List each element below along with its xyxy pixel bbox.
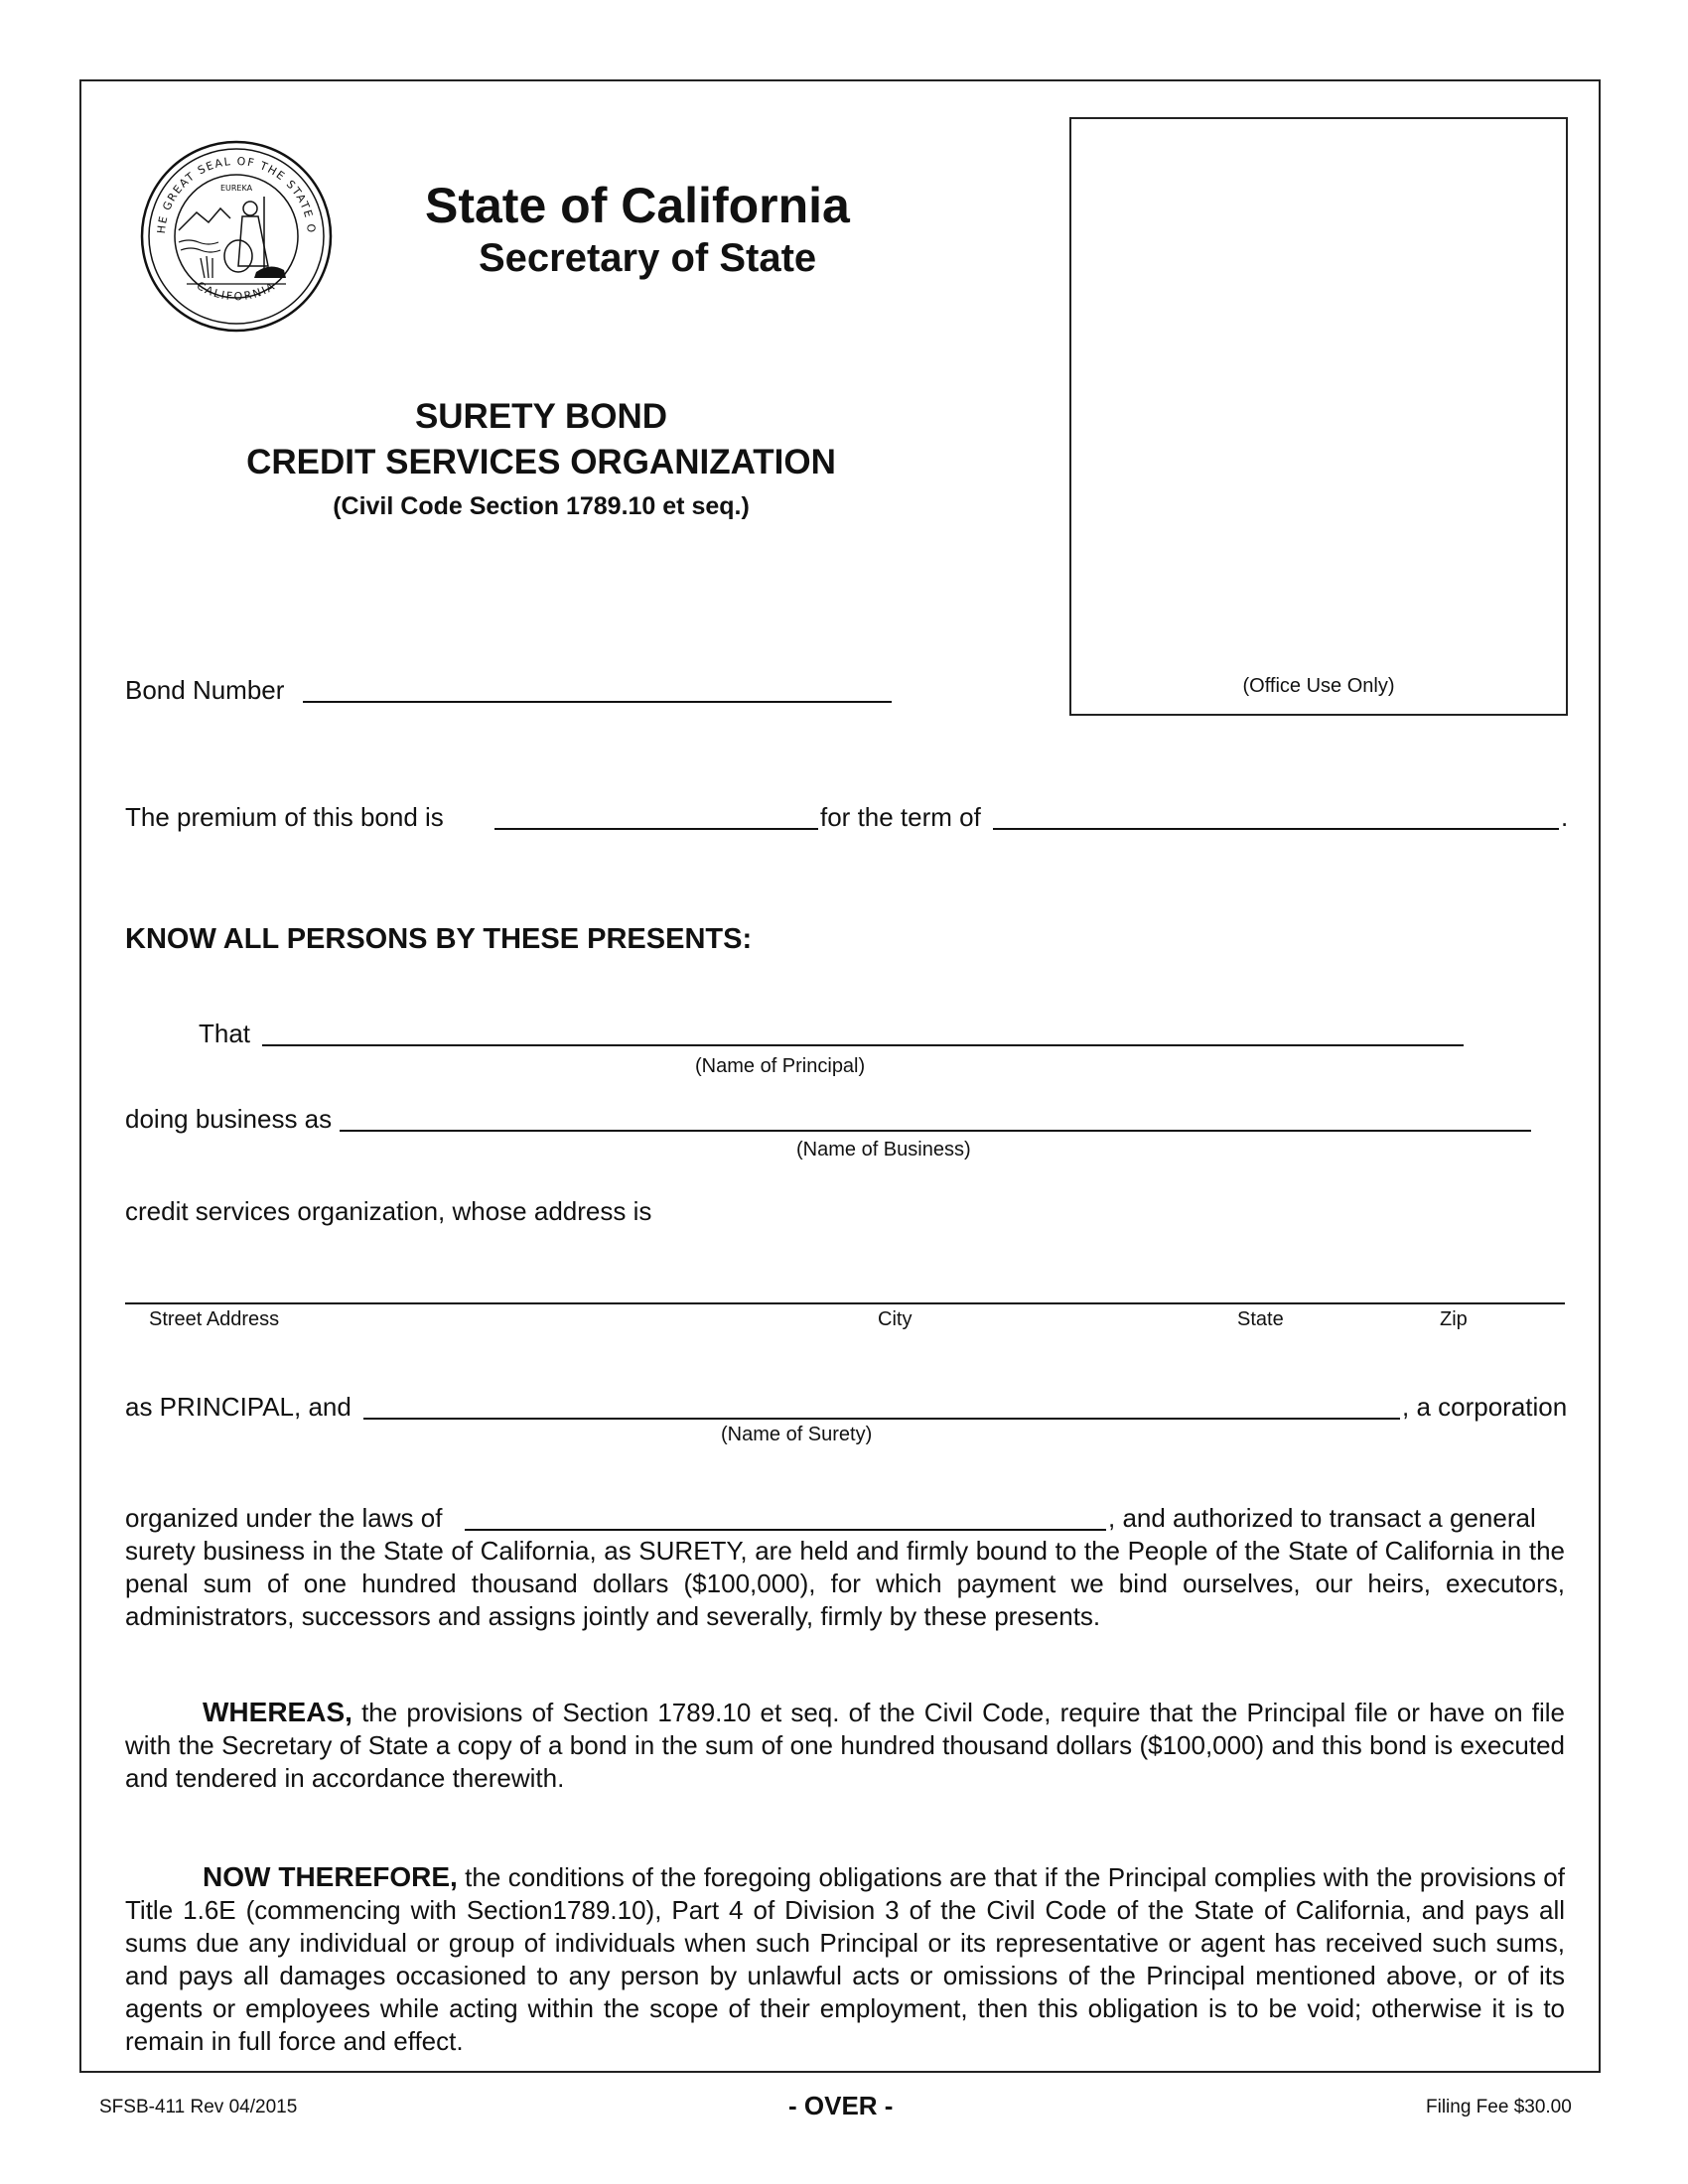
principal-and-label: as PRINCIPAL, and <box>125 1392 352 1422</box>
address-zip-caption: Zip <box>1440 1308 1468 1330</box>
surety-name-field[interactable] <box>363 1418 1400 1420</box>
address-street-caption: Street Address <box>149 1308 280 1330</box>
that-label: That <box>199 1019 251 1048</box>
seal-text-bottom: CALIFORNIA <box>194 279 279 304</box>
whereas-lead: WHEREAS, <box>203 1697 352 1727</box>
address-field[interactable] <box>125 1302 1565 1304</box>
document-citation: (Civil Code Section 1789.10 et seq.) <box>333 492 750 520</box>
svg-text:CALIFORNIA <box>195 279 279 303</box>
principal-name-field[interactable] <box>262 1044 1464 1046</box>
business-name-field[interactable] <box>340 1130 1531 1132</box>
whereas-text: the provisions of Section 1789.10 et seq. of the Civil Code, require that the Principal file or have on file with the Secretary of State a copy of a bond in the sum of one hundred thousand dollars ($100,000) and this bond is executed and tendered in accordance therewith. <box>125 1698 1565 1793</box>
term-label: for the term of <box>820 802 981 832</box>
organized-label: organized under the laws of <box>125 1503 443 1533</box>
office-use-box <box>1069 117 1568 716</box>
seal-motto: EUREKA <box>219 184 253 193</box>
principal-caption: (Name of Principal) <box>695 1055 866 1077</box>
now-therefore-text: the conditions of the foregoing obligations are that if the Principal complies with the provisions of Title 1.6E (commencing with Section1789.10), Part 4 of Division 3 of the Civil Code of the State of California, and pays all sums due any individual or group of individuals when such Principal or its representative or agent has received such sums, and pays all damages occasioned to any person by unlawful acts or omissions of the Principal mentioned above, or of its agents or employees while acting within the scope of their employment, then this obligation is to be void; otherwise it is to remain in full force and effect. <box>125 1862 1565 2056</box>
business-caption: (Name of Business) <box>796 1139 971 1160</box>
office-use-label: (Office Use Only) <box>1242 675 1395 697</box>
dba-label: doing business as <box>125 1104 333 1134</box>
california-seal-icon <box>139 139 334 334</box>
now-therefore-paragraph <box>125 1860 1565 2058</box>
surety-caption: (Name of Surety) <box>721 1424 873 1445</box>
surety-obligation-paragraph: surety business in the State of California, as SURETY, are held and firmly bound to the People of the State of California in the penal sum of one hundred thousand dollars ($100,000), for which payment we bind ourselves, our heirs, executors, administrators, successors and assigns jointly and severally, firmly by these presents. <box>125 1536 1565 1631</box>
premium-label: The premium of this bond is <box>125 802 444 832</box>
seal-text-top: HE GREAT SEAL OF THE STATE O <box>154 154 319 235</box>
address-city-caption: City <box>878 1308 913 1330</box>
premium-field[interactable] <box>494 828 818 830</box>
filing-fee: Filing Fee $30.00 <box>1426 2097 1572 2117</box>
now-therefore-lead: NOW THEREFORE, <box>203 1861 458 1892</box>
form-id: SFSB-411 Rev 04/2015 <box>99 2097 298 2117</box>
whereas-paragraph <box>125 1696 1565 1795</box>
bond-number-label: Bond Number <box>125 675 285 705</box>
address-state-caption: State <box>1237 1308 1284 1330</box>
term-field[interactable] <box>993 828 1559 830</box>
organized-rest: , and authorized to transact a general <box>1108 1503 1536 1533</box>
document-subtitle: CREDIT SERVICES ORGANIZATION <box>246 443 836 481</box>
over-indicator: - OVER - <box>788 2091 894 2120</box>
corporation-label: , a corporation <box>1402 1392 1568 1422</box>
bond-number-field[interactable] <box>303 701 892 703</box>
term-end: . <box>1561 802 1569 832</box>
know-all-heading: KNOW ALL PERSONS BY THESE PRESENTS: <box>125 923 753 955</box>
state-of-incorporation-field[interactable] <box>465 1529 1106 1531</box>
document-title: SURETY BOND <box>414 397 668 436</box>
cso-label: credit services organization, whose address is <box>125 1196 652 1226</box>
state-title: State of California <box>425 178 850 233</box>
office-title: Secretary of State <box>479 236 817 280</box>
